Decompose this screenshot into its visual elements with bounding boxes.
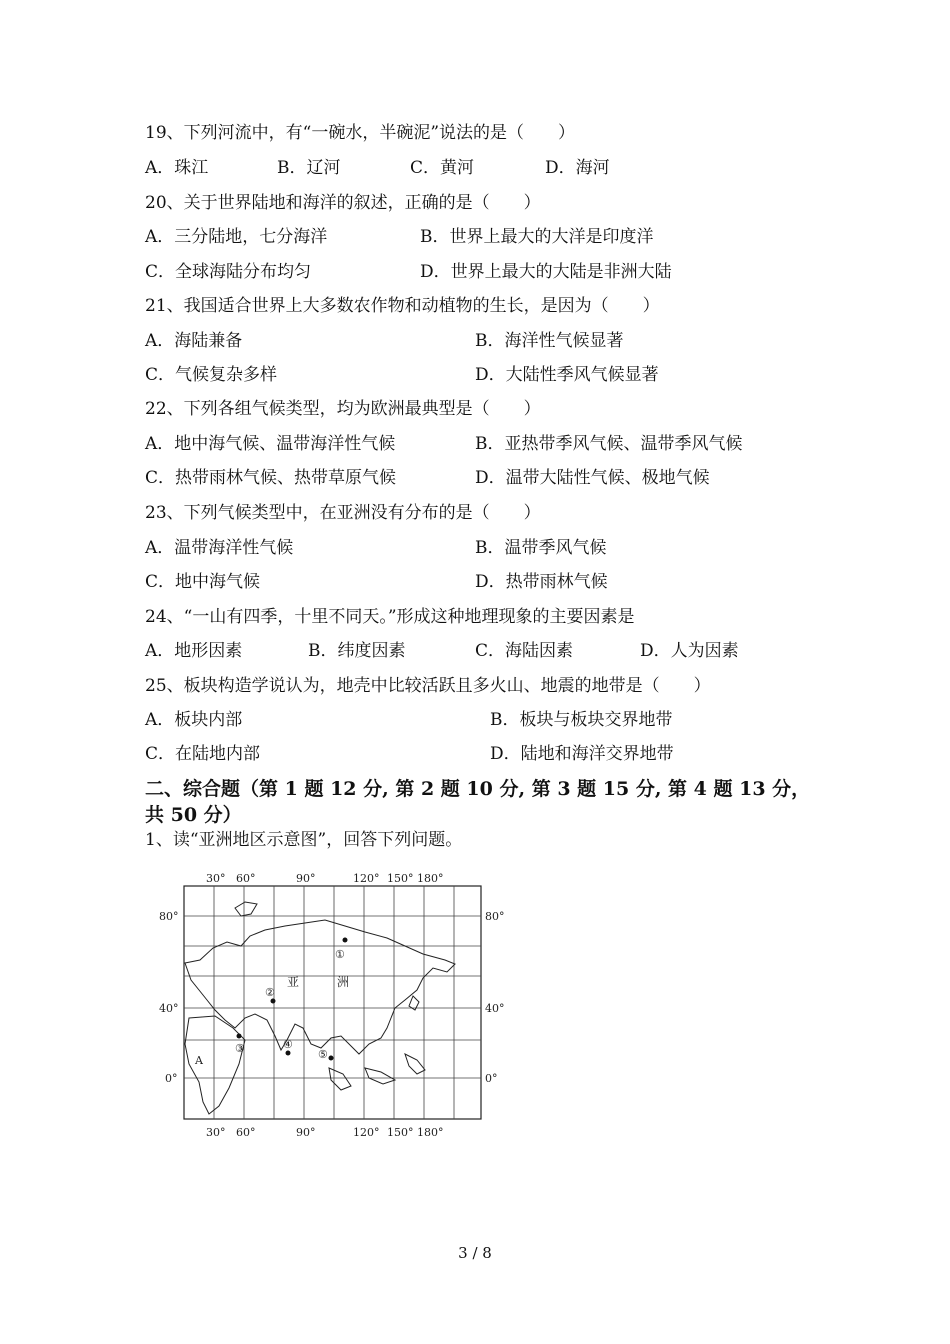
option-c: C．黄河 bbox=[410, 158, 475, 178]
option-a: A．地中海气候、温带海洋性气候 bbox=[145, 434, 396, 454]
question-stem: 19、下列河流中，有“一碗水，半碗泥”说法的是（ ） bbox=[145, 123, 576, 143]
option-c: C．气候复杂多样 bbox=[145, 365, 278, 385]
region-label-a: A bbox=[195, 1054, 203, 1067]
option-c: C．热带雨林气候、热带草原气候 bbox=[145, 468, 397, 488]
option-d: D．陆地和海洋交界地带 bbox=[490, 744, 674, 764]
svg-text:0°: 0° bbox=[165, 1072, 178, 1085]
comprehensive-question-1: 1、读“亚洲地区示意图”，回答下列问题。 bbox=[145, 830, 463, 850]
option-a: A．温带海洋性气候 bbox=[145, 538, 294, 558]
parallels bbox=[184, 916, 481, 1078]
option-d: D．海河 bbox=[545, 158, 610, 178]
svg-text:60°: 60° bbox=[236, 1126, 256, 1139]
marker-2: ② bbox=[265, 986, 275, 999]
meridians bbox=[214, 886, 454, 1119]
option-b: B．世界上最大的大洋是印度洋 bbox=[420, 227, 654, 247]
longitude-labels-top bbox=[206, 872, 444, 885]
option-a: A．地形因素 bbox=[145, 641, 243, 661]
svg-text:180°: 180° bbox=[417, 872, 444, 885]
longitude-labels-bottom bbox=[206, 1126, 444, 1139]
option-b: B．板块与板块交界地带 bbox=[490, 710, 673, 730]
option-d: D．热带雨林气候 bbox=[475, 572, 608, 592]
section-heading-cont: 共 50 分） bbox=[145, 804, 242, 826]
option-d: D．世界上最大的大陆是非洲大陆 bbox=[420, 262, 672, 282]
option-b: B．纬度因素 bbox=[308, 641, 406, 661]
option-d: D．大陆性季风气候显著 bbox=[475, 365, 659, 385]
option-c: C．在陆地内部 bbox=[145, 744, 261, 764]
svg-text:40°: 40° bbox=[485, 1002, 505, 1015]
latitude-labels-left bbox=[159, 910, 179, 1085]
svg-text:0°: 0° bbox=[485, 1072, 498, 1085]
map-markers bbox=[235, 938, 348, 1062]
svg-text:60°: 60° bbox=[236, 872, 256, 885]
svg-text:180°: 180° bbox=[417, 1126, 444, 1139]
svg-text:120°: 120° bbox=[353, 1126, 380, 1139]
option-a: A．珠江 bbox=[145, 158, 209, 178]
option-c: C．地中海气候 bbox=[145, 572, 261, 592]
option-c: C．海陆因素 bbox=[475, 641, 574, 661]
option-b: B．温带季风气候 bbox=[475, 538, 607, 558]
map-frame bbox=[184, 886, 481, 1119]
svg-text:150°: 150° bbox=[387, 1126, 414, 1139]
svg-text:120°: 120° bbox=[353, 872, 380, 885]
question-stem: 23、下列气候类型中，在亚洲没有分布的是（ ） bbox=[145, 503, 541, 523]
svg-text:80°: 80° bbox=[159, 910, 179, 923]
svg-text:150°: 150° bbox=[387, 872, 414, 885]
section-heading: 二、综合题（第 1 题 12 分, 第 2 题 10 分, 第 3 题 15 分, 第 4 题 13 分， bbox=[145, 778, 811, 800]
option-d: D．温带大陆性气候、极地气候 bbox=[475, 468, 710, 488]
svg-text:90°: 90° bbox=[296, 1126, 316, 1139]
question-stem: 20、关于世界陆地和海洋的叙述，正确的是（ ） bbox=[145, 193, 541, 213]
svg-text:80°: 80° bbox=[485, 910, 505, 923]
question-stem: 22、下列各组气候类型，均为欧洲最典型是（ ） bbox=[145, 399, 541, 419]
option-d: D．人为因素 bbox=[640, 641, 739, 661]
page-number: 3 / 8 bbox=[458, 1244, 492, 1262]
option-a: A．海陆兼备 bbox=[145, 331, 243, 351]
option-b: B．海洋性气候显著 bbox=[475, 331, 624, 351]
region-label-zhou: 洲 bbox=[337, 975, 350, 989]
option-a: A．板块内部 bbox=[145, 710, 243, 730]
svg-text:30°: 30° bbox=[206, 872, 226, 885]
option-a: A．三分陆地，七分海洋 bbox=[145, 227, 328, 247]
question-stem: 24、“一山有四季，十里不同天。”形成这种地理现象的主要因素是 bbox=[145, 607, 635, 627]
option-c: C．全球海陆分布均匀 bbox=[145, 262, 312, 282]
asia-map bbox=[155, 868, 505, 1148]
latitude-labels-right bbox=[485, 910, 505, 1085]
question-stem: 21、我国适合世界上大多数农作物和动植物的生长，是因为（ ） bbox=[145, 296, 660, 316]
question-stem: 25、板块构造学说认为，地壳中比较活跃且多火山、地震的地带是（ ） bbox=[145, 676, 711, 696]
svg-text:90°: 90° bbox=[296, 872, 316, 885]
marker-3: ③ bbox=[235, 1042, 245, 1055]
marker-4: ④ bbox=[283, 1038, 293, 1051]
svg-text:30°: 30° bbox=[206, 1126, 226, 1139]
option-b: B．辽河 bbox=[277, 158, 341, 178]
marker-1: ① bbox=[335, 948, 345, 961]
svg-text:40°: 40° bbox=[159, 1002, 179, 1015]
marker-5: ⑤ bbox=[318, 1048, 328, 1061]
option-b: B．亚热带季风气候、温带季风气候 bbox=[475, 434, 743, 454]
region-label-ya: 亚 bbox=[287, 975, 300, 989]
